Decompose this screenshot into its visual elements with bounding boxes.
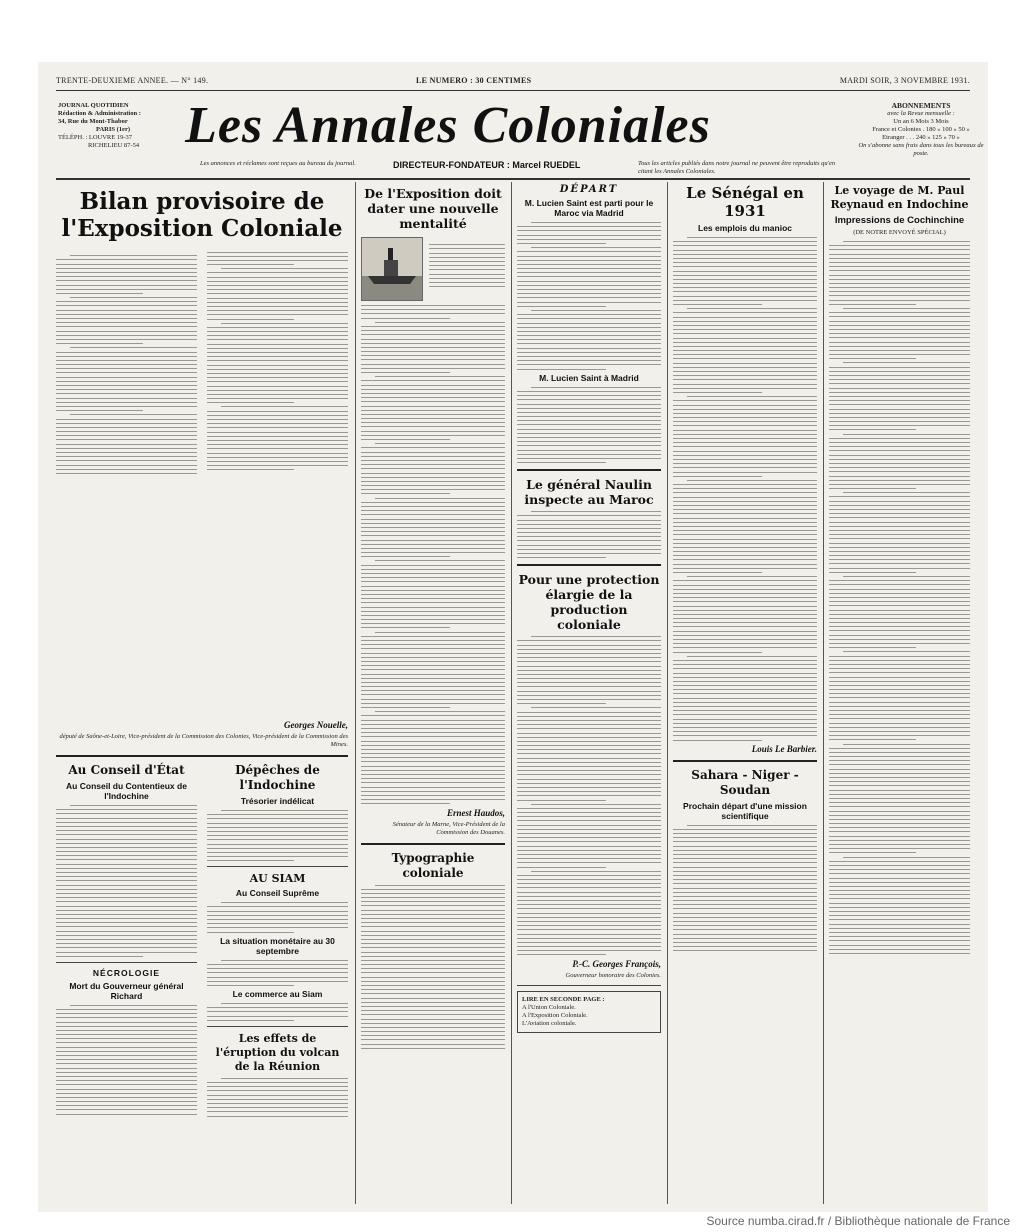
expo-intro xyxy=(361,237,505,301)
siam-situation: La situation monétaire au 30 septembre xyxy=(220,935,335,956)
rights-note: Tous les articles publiés dans notre journal ne peuvent être reproduits qu'en citant les Annales Coloniales. xyxy=(638,160,836,175)
senegal-column xyxy=(673,182,817,1204)
siam-commerce: Le commerce au Siam xyxy=(232,989,323,1000)
second-page-item: L'Aviation coloniale. xyxy=(522,1019,577,1027)
sahara-sub: Prochain départ d'une mission scientifique xyxy=(683,800,807,821)
reynaud-body xyxy=(829,241,970,954)
city-line: PARIS (1er) xyxy=(96,126,130,133)
conseil-column xyxy=(56,763,197,1120)
masthead-rule xyxy=(56,178,970,180)
date-line: MARDI SOIR, 3 NOVEMBRE 1931. xyxy=(839,76,970,85)
saint-body xyxy=(517,222,661,370)
saint-title: M. Lucien Saint est parti pour le Maroc via Madrid xyxy=(524,198,654,218)
depeches-column xyxy=(207,763,348,1120)
depart-title: DÉPART xyxy=(559,184,619,195)
expo-title: De l'Exposition doit dater une nouvelle mentalité xyxy=(364,186,502,231)
subs-note: On s'abonne sans frais dans tous les bureaux de poste. xyxy=(858,142,984,157)
phone-2: RICHELIEU 87-54 xyxy=(88,142,140,149)
conseil-title: Au Conseil d'État xyxy=(68,763,185,777)
expo-body xyxy=(361,305,505,804)
ship-icon xyxy=(362,238,422,300)
subs-subtitle: avec la Revue mensuelle : xyxy=(887,110,955,117)
address-line: 34, Rue du Mont-Thabor xyxy=(58,118,128,125)
column-rule xyxy=(823,182,824,1204)
siam-body xyxy=(207,902,348,932)
admin-line: Rédaction & Administration : xyxy=(58,110,141,117)
naulin-title: Le général Naulin inspecte au Maroc xyxy=(524,477,654,508)
sahara-body xyxy=(673,825,817,952)
issue-meta-row xyxy=(56,76,970,90)
necrologie-body xyxy=(56,1005,197,1115)
reunion-title: Les effets de l'éruption du volcan de la Réunion xyxy=(215,1031,340,1073)
reynaud-note: (DE NOTRE ENVOYÉ SPÉCIAL) xyxy=(853,229,946,236)
necrologie-sub: Mort du Gouverneur général Richard xyxy=(69,980,184,1001)
tresorier-body xyxy=(207,810,348,861)
tresorier-sub: Trésorier indélicat xyxy=(240,796,315,806)
reunion-body xyxy=(207,1078,348,1117)
siam-title: AU SIAM xyxy=(249,872,306,886)
depeches-title: Dépêches de l'Indochine xyxy=(235,763,320,792)
issue-line: TRENTE-DEUXIEME ANNEE. — N° 149. xyxy=(56,76,209,85)
bilan-article xyxy=(56,182,348,1204)
senegal-title: Le Sénégal en 1931 xyxy=(686,184,804,220)
reynaud-title: Le voyage de M. Paul Reynaud en Indochine xyxy=(830,184,969,211)
subs-row-1: France et Colonies . 180 » 100 » 50 » xyxy=(872,126,970,133)
bilan-title: Bilan provisoire de l'Exposition Coloniale xyxy=(61,188,343,242)
reynaud-sub: Impressions de Cochinchine xyxy=(834,215,965,226)
bilan-body xyxy=(56,252,348,717)
naulin-body xyxy=(517,511,661,558)
depart-column xyxy=(517,182,661,1204)
conseil-body xyxy=(56,805,197,957)
subs-row-2: Etranger . . . 240 » 125 » 70 » xyxy=(882,134,960,141)
siam-commerce-body xyxy=(207,1003,348,1021)
second-page-item: A l'Exposition Coloniale. xyxy=(522,1011,588,1019)
typo-title: Typographie coloniale xyxy=(391,850,475,880)
expo-intro-lines xyxy=(429,241,505,301)
masthead-title: Les Annales Coloniales xyxy=(185,97,711,154)
second-page-title: LIRE EN SECONDE PAGE : xyxy=(522,995,605,1003)
reynaud-column xyxy=(829,182,970,1204)
senegal-body xyxy=(673,237,817,741)
francois-signature: P.-C. Georges François, xyxy=(572,958,661,969)
nouelle-signature: Georges Nouelle, xyxy=(284,720,348,730)
barbier-signature: Louis Le Barbier. xyxy=(751,743,817,754)
ship-illustration xyxy=(361,237,423,301)
saint-madrid: M. Lucien Saint à Madrid xyxy=(539,372,639,383)
ads-note: Les annonces et réclames sont reçues au bureau du journal. xyxy=(200,160,356,167)
protection-title: Pour une protection élargie de la production coloniale xyxy=(518,572,660,633)
director-label: DIRECTEUR-FONDATEUR : Marcel RUEDEL xyxy=(393,160,581,170)
source-footer xyxy=(0,1212,1024,1232)
haudos-role: Sénateur de la Marne, Vice-Président de la Commission des Douanes. xyxy=(392,820,505,836)
siam-situation-body xyxy=(207,960,348,986)
conseil-sub: Au Conseil du Contentieux de l'Indochine xyxy=(66,781,187,801)
column-rule xyxy=(667,182,668,1204)
second-page-box xyxy=(517,991,661,1033)
typo-body xyxy=(361,885,505,1049)
subscriptions xyxy=(856,102,986,158)
sahara-title: Sahara - Niger - Soudan xyxy=(691,767,799,797)
journal-type: JOURNAL QUOTIDIEN xyxy=(58,102,129,109)
expo-article xyxy=(361,182,505,1204)
siam-sub: Au Conseil Suprême xyxy=(235,888,320,899)
column-rule xyxy=(511,182,512,1204)
lower-left-columns xyxy=(56,763,348,1120)
column-rule xyxy=(355,182,356,1204)
phone-1: TÉLÉPH. : LOUVRE 19-37 xyxy=(58,134,133,141)
source-credit: Source numba.cirad.fr / Bibliothèque nationale de France xyxy=(706,1214,1010,1228)
necrologie-title: NÉCROLOGIE xyxy=(92,967,161,978)
publisher-info xyxy=(58,102,168,150)
madrid-body xyxy=(517,387,661,463)
price-line: LE NUMERO : 30 CENTIMES xyxy=(416,76,532,85)
francois-role: Gouverneur honoraire des Colonies. xyxy=(565,971,661,979)
subs-cols: Un an 6 Mois 3 Mois xyxy=(893,118,949,125)
nouelle-role: député de Saône-et-Loire, Vice-président de la Commission des Colonies, Vice-président de la Commission des Mines. xyxy=(59,733,348,748)
haudos-signature: Ernest Haudos, xyxy=(446,807,505,818)
subs-title: ABONNEMENTS xyxy=(891,101,951,110)
newspaper-page xyxy=(38,62,988,1212)
protection-body xyxy=(517,636,661,955)
second-page-item: A l'Union Coloniale. xyxy=(522,1003,576,1011)
top-rule xyxy=(56,90,970,91)
senegal-sub: Les emplois du manioc xyxy=(698,223,792,233)
